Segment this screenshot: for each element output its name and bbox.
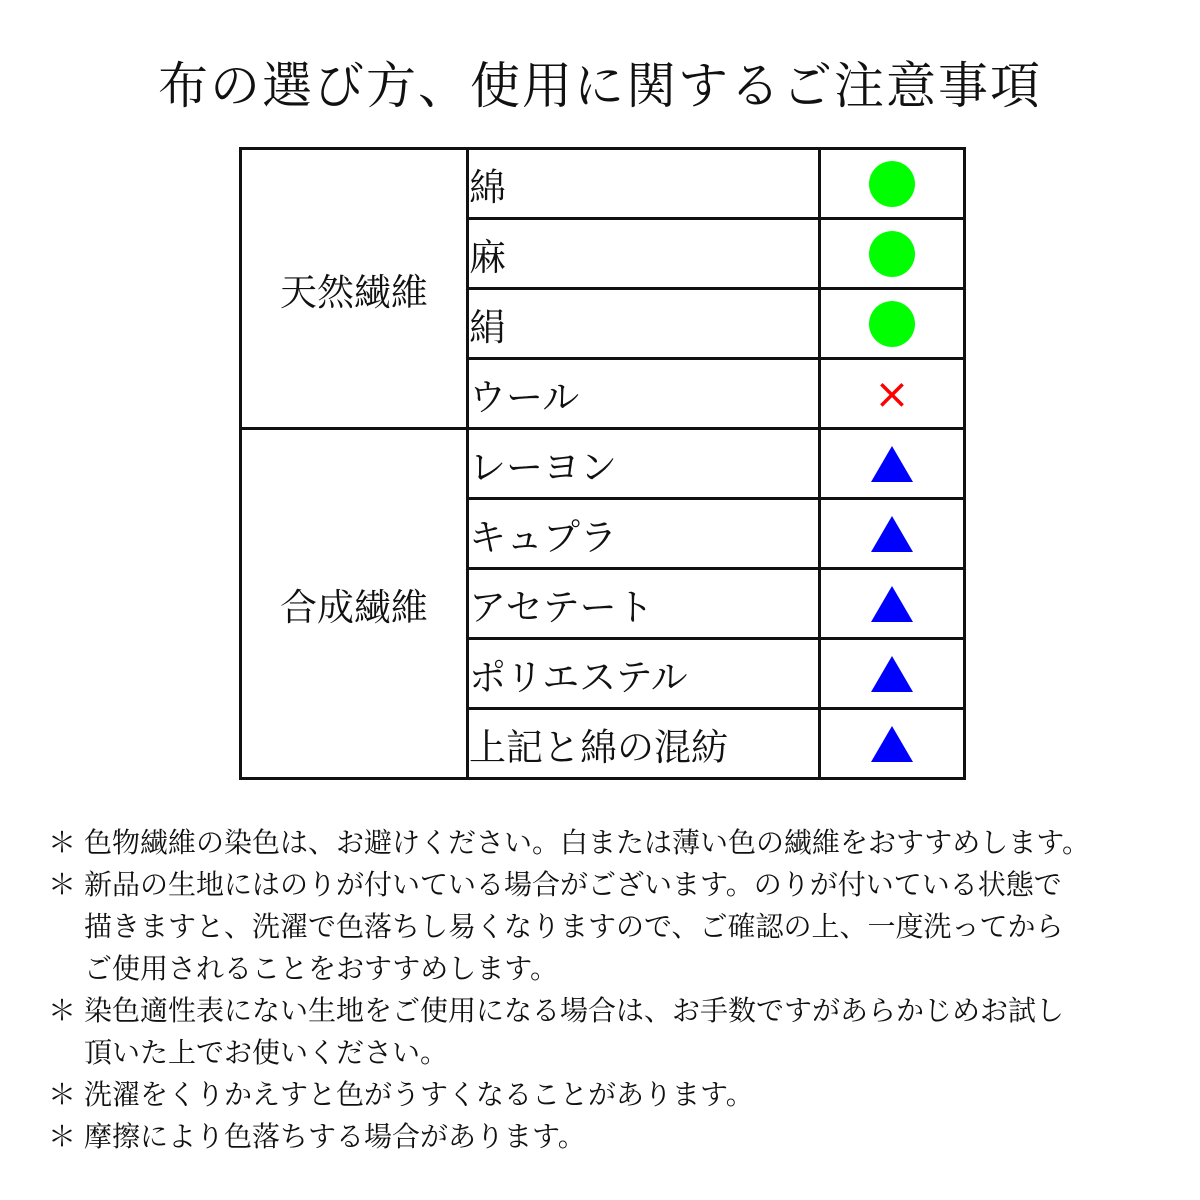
fabric-name: 上記と綿の混紡 [468,709,820,779]
note-text [84,822,1178,864]
fabric-name: 絹 [468,289,820,359]
suitability-mark-cell [820,569,965,639]
page-title: 布の選び方、使用に関するご注意事項 [158,57,1042,115]
fabric-name: ウール [468,359,820,429]
note-bullet: ＊ [48,994,77,1027]
suitability-mark-cell [820,219,965,289]
note-line: 色物繊維の染色は、お避けください。白または薄い色の繊維をおすすめします。 [84,826,1091,859]
note-line: 描きますと、洗濯で色落ちし易くなりますので、ご確認の上、一度洗ってから [84,910,1064,943]
note-line: ご使用されることをおすすめします。 [84,952,559,985]
table-row [241,429,965,499]
fabric-name: レーヨン [468,429,820,499]
note-item [48,990,1178,1074]
note-item [48,864,1178,990]
note-text [84,990,1178,1074]
suitability-mark-cell [820,639,965,709]
note-bullet: ＊ [48,1078,77,1111]
suitability-mark-cell [820,429,965,499]
note-line: 新品の生地にはのりが付いている場合がございます。のりが付いている状態で [84,868,1062,901]
note-bullet: ＊ [48,868,77,901]
fabric-name: 綿 [468,149,820,219]
note-bullet: ＊ [48,1120,77,1153]
note-line: 頂いた上でお使いください。 [84,1036,449,1069]
suitability-mark-cell [820,359,965,429]
caution-triangle-icon [871,586,913,622]
suitability-mark-cell [820,289,965,359]
suitable-circle-icon [869,231,915,277]
note-line: 摩擦により色落ちする場合があります。 [84,1120,586,1153]
fabric-name: キュプラ [468,499,820,569]
note-text [84,1116,1178,1158]
suitable-circle-icon [869,301,915,347]
suitable-circle-icon [869,161,915,207]
fabric-suitability-table [239,147,966,780]
note-text [84,864,1178,990]
note-line: 洗濯をくりかえすと色がうすくなることがあります。 [84,1078,754,1111]
fabric-name: 麻 [468,219,820,289]
unsuitable-cross-icon: × [874,368,910,418]
note-item [48,822,1178,864]
note-bullet: ＊ [48,826,77,859]
fabric-name: アセテート [468,569,820,639]
suitability-mark-cell [820,499,965,569]
caution-triangle-icon [871,516,913,552]
caution-triangle-icon [871,726,913,762]
fabric-name: ポリエステル [468,639,820,709]
note-line: 染色適性表にない生地をご使用になる場合は、お手数ですがあらかじめお試し [84,994,1065,1027]
note-item [48,1074,1178,1116]
suitability-mark-cell [820,709,965,779]
note-text [84,1074,1178,1116]
table-row [241,149,965,219]
fiber-group-label: 天然繊維 [241,149,468,429]
fiber-group-label: 合成繊維 [241,429,468,779]
suitability-mark-cell [820,149,965,219]
note-item [48,1116,1178,1158]
caution-triangle-icon [871,446,913,482]
caution-triangle-icon [871,656,913,692]
notes-list [48,822,1178,1158]
